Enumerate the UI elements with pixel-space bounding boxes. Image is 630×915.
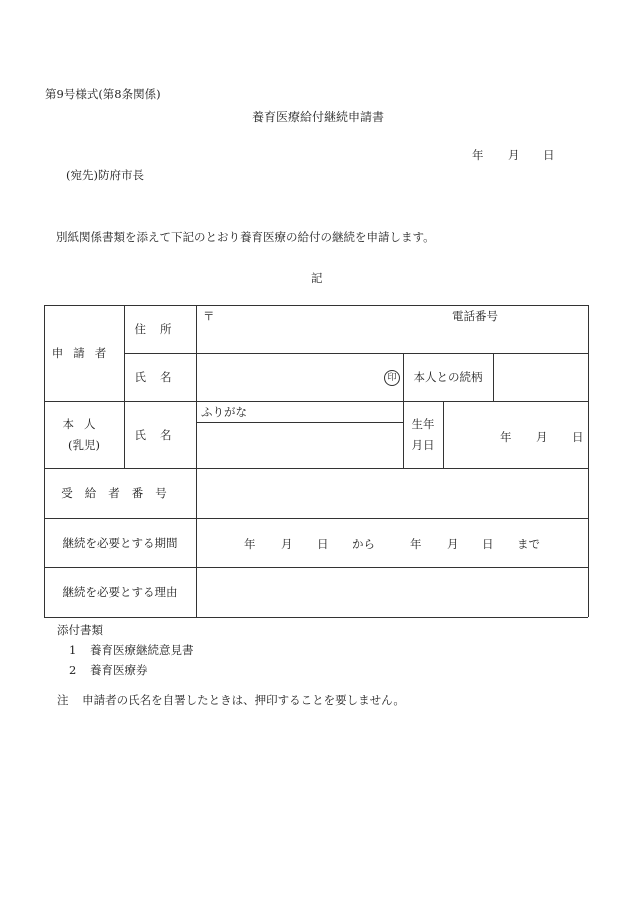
birthdate-label [403, 401, 443, 468]
birthdate-label-line2: 月日 [411, 437, 435, 452]
period-end-month: 月 [447, 537, 459, 551]
birth-year-label: 年 [500, 430, 512, 444]
date-year-label: 年 [472, 148, 484, 162]
document-title: 養育医療給付継続申請書 [252, 110, 385, 124]
note-label: 注 [57, 693, 69, 707]
period-label: 継続を必要とする期間 [62, 535, 178, 550]
person-label-infant: (乳児) [68, 437, 100, 452]
attachment-number: 1 [69, 643, 77, 657]
period-from: から [352, 537, 375, 551]
period-end-day: 日 [482, 537, 494, 551]
address-field[interactable] [200, 324, 584, 350]
seal-icon: 印 [384, 370, 400, 386]
person-name-label: 氏名 [134, 427, 186, 442]
relation-field[interactable] [497, 357, 584, 397]
note [57, 692, 405, 708]
reason-field[interactable] [200, 571, 584, 613]
addressee: (宛先)防府市長 [66, 168, 144, 182]
address-label: 住所 [134, 322, 186, 336]
relation-label: 本人との続柄 [413, 370, 483, 384]
note-text: 申請者の氏名を自署したときは、押印することを要しません。 [82, 693, 405, 707]
recipient-number-field[interactable] [200, 472, 584, 514]
applicant-name-label: 氏名 [134, 370, 186, 384]
ki-label: 記 [311, 271, 323, 285]
attachments-heading: 添付書類 [57, 623, 103, 637]
recipient-number-label: 受給者番号 [61, 486, 179, 500]
date-month-label: 月 [508, 148, 520, 162]
applicant-label: 申請者 [51, 346, 117, 360]
period-to: まで [517, 537, 540, 551]
intro-text: 別紙関係書類を添えて下記のとおり養育医療の給付の継続を申請します。 [56, 230, 435, 244]
period-start-month: 月 [281, 537, 293, 551]
birth-month-label: 月 [536, 430, 548, 444]
birthdate-label-line1: 生年 [411, 416, 435, 431]
postal-mark: 〒 [203, 309, 215, 323]
person-name-field[interactable] [200, 426, 399, 464]
attachment-item-2 [69, 662, 147, 678]
form-number: 第9号様式(第8条関係) [45, 87, 161, 101]
attachment-item-1 [69, 642, 193, 658]
attachment-text: 養育医療継続意見書 [89, 643, 194, 657]
reason-label: 継続を必要とする理由 [62, 585, 178, 599]
furigana-label: ふりがな [201, 405, 247, 419]
date-day-label: 日 [543, 148, 555, 162]
person-label-main: 本人 [62, 416, 106, 431]
attachment-number: 2 [69, 663, 77, 677]
attachment-text: 養育医療券 [89, 663, 148, 677]
phone-label: 電話番号 [452, 309, 498, 323]
birth-day-label: 日 [572, 430, 584, 444]
period-end-year: 年 [410, 537, 422, 551]
period-start-day: 日 [317, 537, 329, 551]
applicant-name-field[interactable] [200, 357, 376, 397]
period-start-year: 年 [244, 537, 256, 551]
person-label [44, 401, 124, 468]
